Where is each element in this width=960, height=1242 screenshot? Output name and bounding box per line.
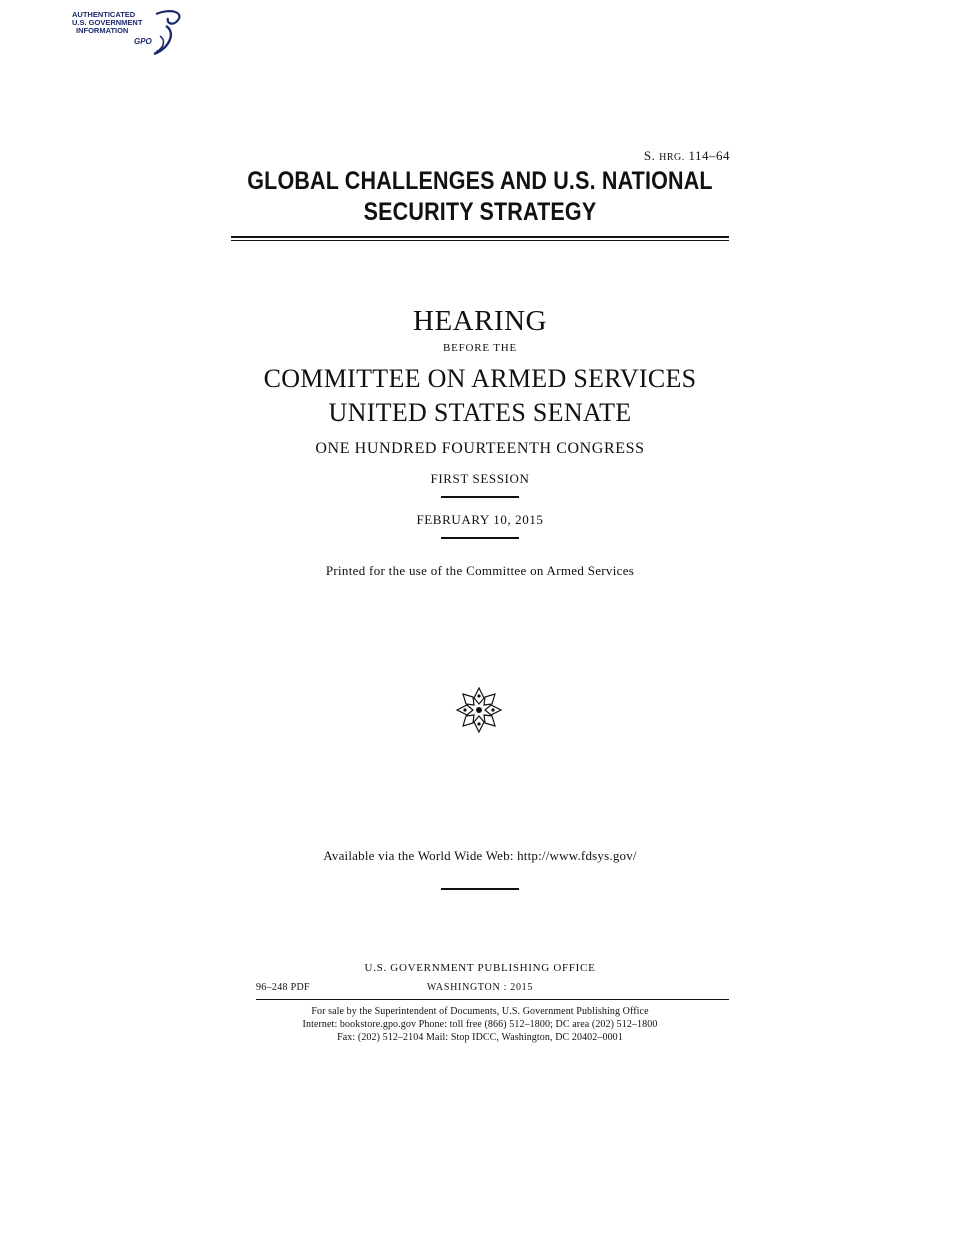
- title-line-1: GLOBAL CHALLENGES AND U.S. NATIONAL: [247, 167, 713, 195]
- before-the-label: BEFORE THE: [442, 342, 518, 354]
- hearing-number: [644, 148, 730, 164]
- senate-name: UNITED STATES SENATE: [328, 398, 632, 427]
- sale-line-3: Fax: (202) 512–2104 Mail: Stop IDCC, Washington, DC 20402–0001: [337, 1032, 623, 1043]
- publisher-name: U.S. GOVERNMENT PUBLISHING OFFICE: [364, 962, 596, 974]
- imprint-rule: [256, 999, 729, 1000]
- gpo-eagle-logo-icon: [70, 6, 186, 58]
- document-number: 96–248 PDF: [256, 982, 310, 993]
- sale-line-1: For sale by the Superintendent of Documents, U.S. Government Publishing Office: [311, 1006, 649, 1017]
- session-rule: [441, 496, 519, 498]
- hearing-date: FEBRUARY 10, 2015: [416, 512, 544, 527]
- hearing-number-hrg: HRG.: [659, 152, 685, 163]
- seal-line-3: INFORMATION: [76, 26, 129, 35]
- sale-line-2: Internet: bookstore.gpo.gov Phone: toll free (866) 512–1800; DC area (202) 512–1800: [302, 1019, 658, 1030]
- session-label: FIRST SESSION: [430, 471, 530, 486]
- title-line-2: SECURITY STRATEGY: [363, 198, 597, 226]
- availability-rule: [441, 888, 519, 890]
- hearing-number-value: 114–64: [684, 148, 730, 163]
- printed-for-note: Printed for the use of the Committee on Armed Services: [325, 563, 635, 578]
- date-rule: [441, 537, 519, 539]
- publication-place-year: WASHINGTON : 2015: [426, 982, 534, 993]
- committee-name: COMMITTEE ON ARMED SERVICES: [263, 364, 697, 393]
- hearing-number-prefix: S.: [643, 148, 660, 163]
- seal-line-1: AUTHENTICATED: [72, 10, 136, 19]
- seal-line-2: U.S. GOVERNMENT: [72, 18, 143, 27]
- gpo-authentication-seal: [70, 6, 186, 58]
- congress-label: ONE HUNDRED FOURTEENTH CONGRESS: [315, 440, 645, 457]
- seal-line-4: GPO: [134, 37, 152, 46]
- hearing-heading: HEARING: [413, 305, 547, 337]
- document-title: [67, 166, 893, 228]
- title-double-rule: [231, 236, 729, 241]
- decorative-ornament-icon: [453, 684, 505, 736]
- availability-note: Available via the World Wide Web: http://www.fdsys.gov/: [323, 848, 637, 863]
